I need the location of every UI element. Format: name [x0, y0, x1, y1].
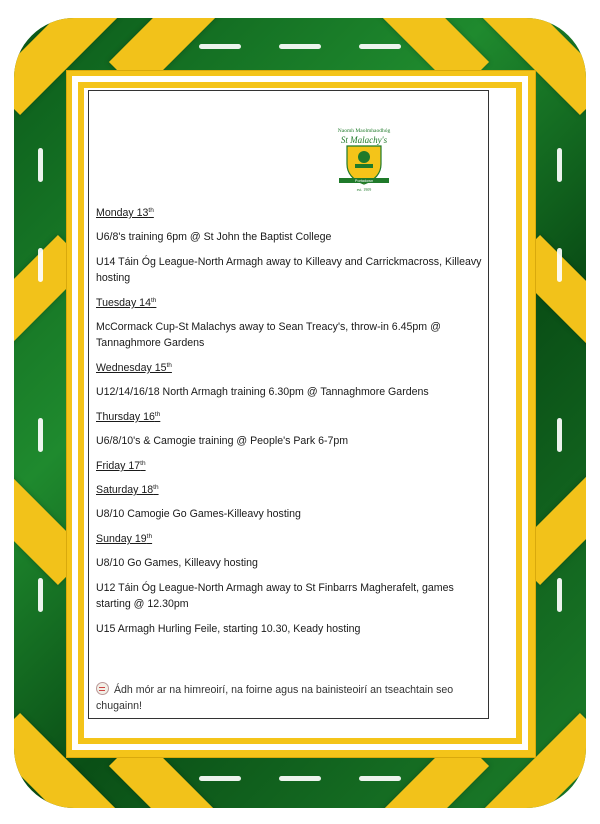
day-heading: Saturday 18th	[96, 484, 159, 496]
sliotar-icon	[96, 682, 109, 695]
club-crest-icon	[325, 120, 403, 200]
stitch-mark	[279, 776, 321, 781]
stitch-mark	[38, 248, 43, 282]
schedule-event: McCormack Cup-St Malachys away to Sean Treacy's, throw-in 6.45pm @ Tannaghmore Gardens	[96, 321, 441, 349]
crest-irish-name: Naomh Maolmhaodhóg	[337, 128, 391, 134]
day-heading: Monday 13th	[96, 207, 154, 219]
schedule-event: U15 Armagh Hurling Feile, starting 10.30, Keady hosting	[96, 623, 361, 635]
day-heading: Sunday 19th	[96, 533, 153, 545]
stitch-mark	[359, 44, 401, 49]
crest-club-name: St Malachy's	[340, 135, 388, 145]
day-heading: Friday 17th	[96, 460, 146, 472]
weekly-schedule	[96, 205, 486, 646]
schedule-event: U8/10 Go Games, Killeavy hosting	[96, 557, 258, 569]
schedule-event: U6/8's training 6pm @ St John the Baptist College	[96, 231, 332, 243]
good-luck-text: Ádh mór ar na himreoirí, na foirne agus na bainisteoirí an tseachtain seo chugainn!	[96, 684, 454, 712]
schedule-event: U14 Táin Óg League-North Armagh away to Killeavy and Carrickmacross, Killeavy hosting	[96, 256, 482, 284]
stitch-mark	[38, 418, 43, 452]
day-heading: Thursday 16th	[96, 411, 161, 423]
crest-established: est. 1909	[356, 187, 372, 192]
crest-subtitle: Portadown	[354, 179, 374, 183]
stitch-mark	[38, 148, 43, 182]
stitch-mark	[557, 148, 562, 182]
day-heading: Wednesday 15th	[96, 362, 172, 374]
stitch-mark	[199, 776, 241, 781]
stitch-mark	[557, 418, 562, 452]
schedule-event: U8/10 Camogie Go Games-Killeavy hosting	[96, 508, 301, 520]
stitch-mark	[359, 776, 401, 781]
schedule-event: U6/8/10's & Camogie training @ People's Park 6-7pm	[96, 435, 349, 447]
stitch-mark	[557, 578, 562, 612]
stitch-mark	[199, 44, 241, 49]
good-luck-message	[96, 682, 486, 714]
stitch-mark	[557, 248, 562, 282]
day-heading: Tuesday 14th	[96, 297, 157, 309]
schedule-event: U12/14/16/18 North Armagh training 6.30pm @ Tannaghmore Gardens	[96, 386, 429, 398]
stitch-mark	[38, 578, 43, 612]
schedule-event: U12 Táin Óg League-North Armagh away to St Finbarrs Magherafelt, games starting @ 12.30pm	[96, 582, 454, 610]
stitch-mark	[279, 44, 321, 49]
